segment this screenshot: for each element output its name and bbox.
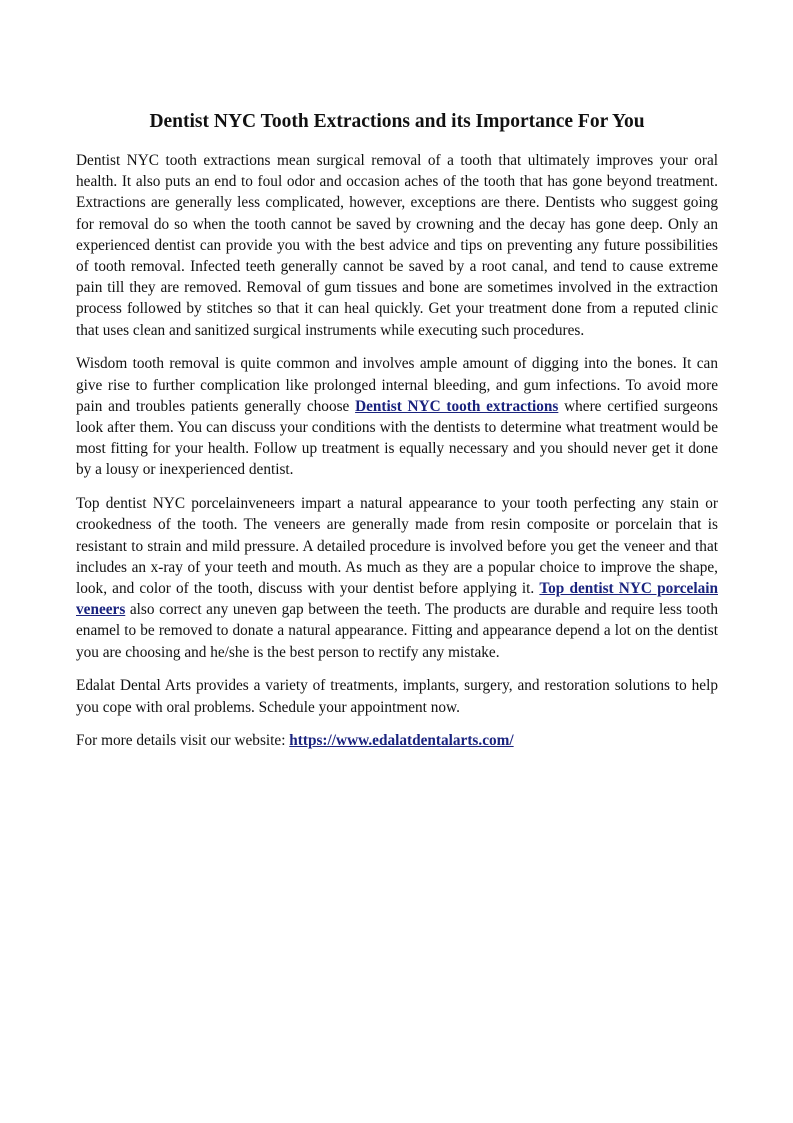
- website-link[interactable]: https://www.edalatdentalarts.com/: [289, 732, 514, 750]
- paragraph-text: Wisdom tooth removal is quite common and involves ample amount of digging into the bones. It can give rise to further complication like prolonged internal bleeding, and gum infections. To avoid more pain and troubles patients generally choose: [76, 355, 718, 415]
- document-page: [76, 108, 718, 764]
- paragraph-website: [76, 730, 718, 751]
- link-porcelain-veneers[interactable]: Top dentist NYC porcelain veneers: [76, 580, 718, 619]
- document-title: Dentist NYC Tooth Extractions and its Importance For You: [149, 111, 645, 132]
- link-tooth-extractions[interactable]: Dentist NYC tooth extractions: [355, 397, 559, 415]
- paragraph-text: For more details visit our website:: [76, 732, 290, 750]
- paragraph-wisdom-tooth: [76, 353, 718, 480]
- paragraph-extractions-intro: Dentist NYC tooth extractions mean surgical removal of a tooth that ultimately improves your oral health. It also puts an end to foul odor and occasion aches of the tooth that has gone beyond treatment. Extractions are generally less complicated, however, exceptions are there. Dentists who suggest going for removal do so when the tooth cannot be saved by crowning and the decay has gone deep. Only an experienced dentist can provide you with the best advice and tips on preventing any future possibilities of tooth removal. Infected teeth generally cannot be saved by a root canal, and tend to cause extreme pain till they are removed. Removal of gum tissues and bone are sometimes involved in the extraction process followed by stitches so that it can heal quickly. Get your treatment done from a reputed clinic that uses clean and sanitized surgical instruments while executing such procedures.: [76, 152, 718, 339]
- paragraph-text: also correct any uneven gap between the teeth. The products are durable and require less tooth enamel to be removed to donate a natural appearance. Fitting and appearance depend a lot on the dentist you are choosing and he/she is the best person to rectify any mistake.: [76, 601, 718, 661]
- paragraph-clinic-services: Edalat Dental Arts provides a variety of treatments, implants, surgery, and restoration solutions to help you cope with oral problems. Schedule your appointment now.: [76, 677, 718, 716]
- paragraph-veneers: [76, 493, 718, 663]
- paragraph-text: where certified surgeons look after them. You can discuss your conditions with the dentists to determine what treatment would be most fitting for your health. Follow up treatment is equally necessary and you should never get it done by a lousy or inexperienced dentist.: [76, 397, 718, 479]
- paragraph-text: Top dentist NYC porcelainveneers impart a natural appearance to your tooth perfecting any stain or crookedness of the tooth. The veneers are generally made from resin composite or porcelain that is resistant to strain and mild pressure. A detailed procedure is involved before you get the veneer and that includes an x-ray of your teeth and mouth. As much as they are a popular choice to improve the shape, look, and color of the tooth, discuss with your dentist before applying it.: [76, 495, 718, 598]
